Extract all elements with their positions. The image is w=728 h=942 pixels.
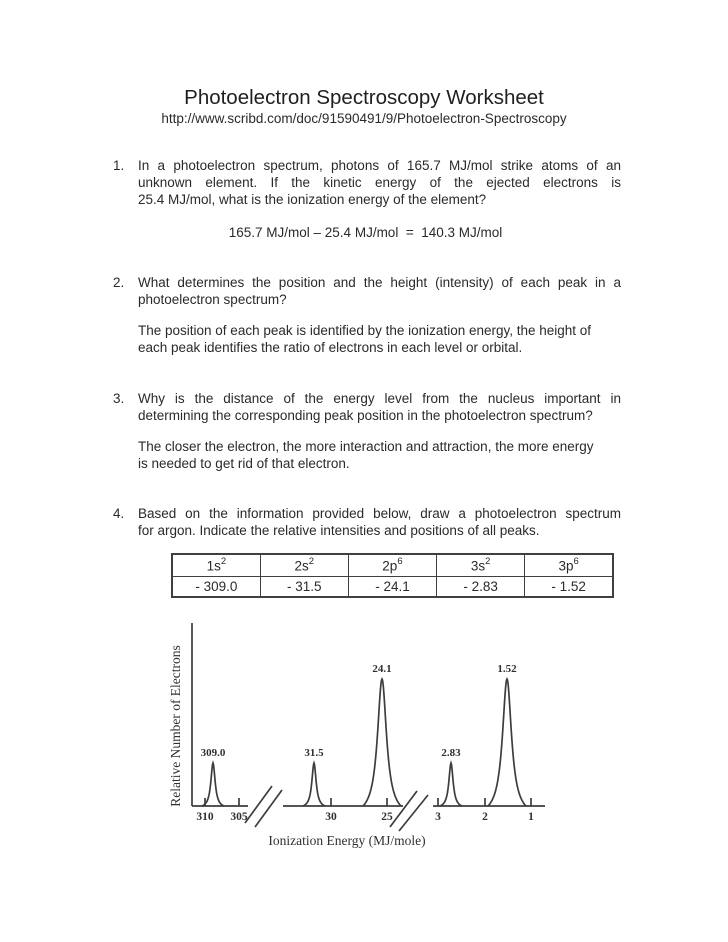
x-tick-label: 2 xyxy=(482,811,488,823)
page-title: Photoelectron Spectroscopy Worksheet xyxy=(184,86,544,109)
answer-3-line: The closer the electron, the more interaction and attraction, the more energy xyxy=(138,439,594,454)
question-2-line: What determines the position and the height (intensity) of each peak in a xyxy=(138,275,621,290)
axis-break-slash xyxy=(245,786,272,823)
question-1 xyxy=(113,157,621,208)
peak-value-label: 2.83 xyxy=(441,747,461,759)
answer-2-line: The position of each peak is identified by the ionization energy, the height of xyxy=(138,323,592,338)
question-4-number: 4. xyxy=(113,506,125,521)
y-axis-label: Relative Number of Electrons xyxy=(168,645,183,807)
orbital-energy-value: - 2.83 xyxy=(437,577,525,598)
question-1-number: 1. xyxy=(113,158,125,173)
question-3 xyxy=(113,390,621,424)
peak-value-label: 309.0 xyxy=(200,747,226,759)
orbital-energy-value: - 1.52 xyxy=(525,577,613,598)
orbital-header: $3p^6$ xyxy=(525,554,613,577)
table-value-row xyxy=(172,577,613,598)
question-3-line: determining the corresponding peak position in the photoelectron spectrum? xyxy=(138,408,593,423)
spectrum-peak xyxy=(488,679,526,806)
axis-break-slash xyxy=(255,790,282,827)
source-url: http://www.scribd.com/doc/91590491/9/Photoelectron-Spectroscopy xyxy=(161,111,567,126)
x-tick-label: 310 xyxy=(196,811,214,823)
question-2 xyxy=(113,274,621,308)
x-tick-label: 30 xyxy=(325,811,337,823)
x-axis-label: Ionization Energy (MJ/mole) xyxy=(268,833,426,848)
question-3-text xyxy=(138,390,621,424)
spectrum-peak xyxy=(303,763,325,806)
question-3-number: 3. xyxy=(113,391,125,406)
axis-break-slash xyxy=(390,791,417,827)
orbital-energy-table xyxy=(171,553,614,598)
spectrum-peak xyxy=(440,763,462,806)
answer-2-line: each peak identifies the ratio of electrons in each level or orbital. xyxy=(138,340,523,355)
table-header-row xyxy=(172,554,613,577)
peak-value-label: 1.52 xyxy=(497,663,517,675)
question-2-text xyxy=(138,274,621,308)
answer-2 xyxy=(138,322,621,356)
question-1-line: 25.4 MJ/mol, what is the ionization energy of the element? xyxy=(138,192,487,207)
orbital-header: $2p^6$ xyxy=(348,554,436,577)
question-4 xyxy=(113,505,621,539)
peak-value-label: 24.1 xyxy=(372,663,392,675)
answer-1: 165.7 MJ/mol – 25.4 MJ/mol = 140.3 MJ/mol xyxy=(228,225,503,240)
x-tick-label: 3 xyxy=(435,811,441,823)
question-2-number: 2. xyxy=(113,275,125,290)
peak-value-label: 31.5 xyxy=(304,747,324,759)
x-tick-label: 1 xyxy=(528,811,534,823)
argon-spectrum-chart xyxy=(165,620,565,855)
question-3-line: Why is the distance of the energy level from the nucleus important in xyxy=(138,391,621,406)
x-tick-label: 305 xyxy=(230,811,248,823)
answer-3 xyxy=(138,438,621,472)
orbital-energy-value: - 31.5 xyxy=(260,577,348,598)
orbital-header: $1s^2$ xyxy=(172,554,260,577)
question-1-line: unknown element. If the kinetic energy of the ejected electrons is xyxy=(138,175,621,190)
question-2-line: photoelectron spectrum? xyxy=(138,292,287,307)
x-tick-label: 25 xyxy=(381,811,393,823)
question-4-text xyxy=(138,505,621,539)
answer-3-line: is needed to get rid of that electron. xyxy=(138,456,350,471)
question-4-line: Based on the information provided below, draw a photoelectron spectrum xyxy=(138,506,621,521)
orbital-header: $2s^2$ xyxy=(260,554,348,577)
question-1-text xyxy=(138,157,621,208)
orbital-header: $3s^2$ xyxy=(437,554,525,577)
spectrum-peak xyxy=(363,679,401,806)
orbital-energy-value: - 24.1 xyxy=(348,577,436,598)
question-1-line: In a photoelectron spectrum, photons of 165.7 MJ/mol strike atoms of an xyxy=(138,158,621,173)
axis-break-slash xyxy=(399,795,428,831)
orbital-energy-value: - 309.0 xyxy=(172,577,260,598)
question-4-line: for argon. Indicate the relative intensities and positions of all peaks. xyxy=(138,523,540,538)
